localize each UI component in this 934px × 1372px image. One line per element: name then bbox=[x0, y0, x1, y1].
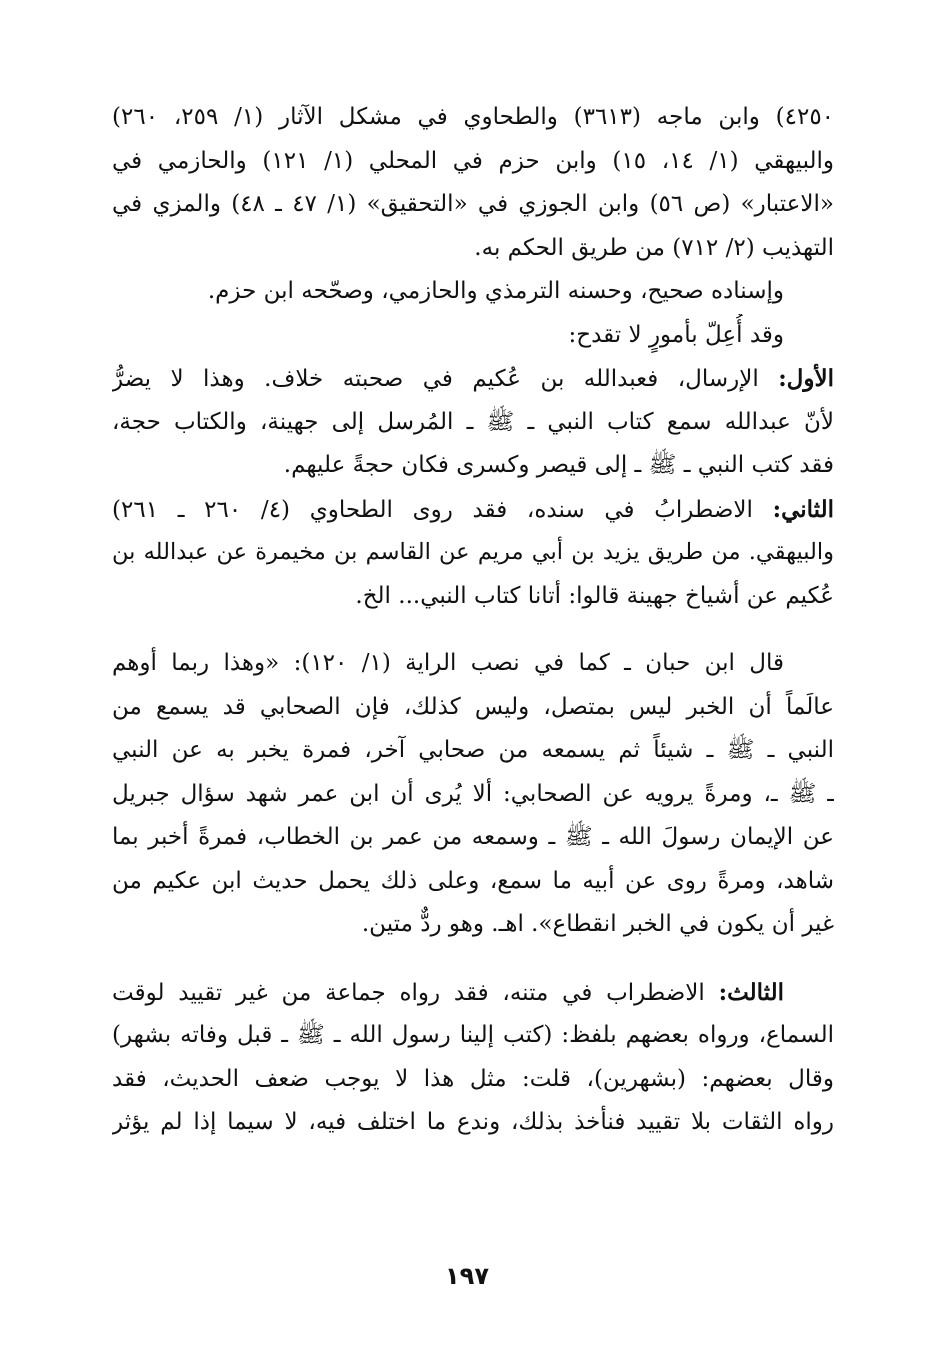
text-line: عالَماً أن الخبر ليس بمتصل، وليس كذلك، فإن الصحابي قد يسمع من bbox=[112, 693, 834, 720]
text-line: وإسناده صحيح، وحسنه الترمذي والحازمي، وصحّحه ابن حزم. bbox=[207, 278, 784, 304]
text-line: النبي ـ ﷺ ـ شيئاً ثم يسمعه من صحابي آخر، فمرة يخبر به عن النبي bbox=[112, 737, 834, 763]
text-line: وقال بعضهم: (بشهرين)، قلت: مثل هذا لا يوجب ضعف الحديث، فقد bbox=[112, 1065, 834, 1092]
second-objection-line bbox=[112, 488, 834, 532]
text-line: لأنّ عبدالله سمع كتاب النبي ـ ﷺ ـ المُرسل إلى جهينة، والكتاب حجة، bbox=[112, 408, 834, 435]
text-line: التهذيب (٢/ ٧١٢) من طريق الحكم به. bbox=[474, 234, 834, 261]
text-line: غير أن يكون في الخبر انقطاع». اهـ. وهو ردٌّ متين. bbox=[361, 911, 834, 937]
third-objection-line bbox=[112, 971, 834, 1015]
text-line: الاضطراب في متنه، فقد رواه جماعة من غير تقييد لوقت bbox=[112, 979, 705, 1006]
page-number: ١٩٧ bbox=[445, 1262, 489, 1290]
text-line: عن الإيمان رسولَ الله ـ ﷺ ـ وسمعه من عمر بن الخطاب، فمرةً أخبر بما bbox=[112, 824, 834, 850]
text-line: الاضطرابُ في سنده، فقد روى الطحاوي (٤/ ٢٦٠ ـ ٢٦١) bbox=[112, 496, 753, 523]
text-line: رواه الثقات بلا تقييد فنأخذ بذلك، وندع ما اختلف فيه، لا سيما إذا لم يؤثر bbox=[112, 1109, 834, 1135]
text-line: الإرسال، فعبدالله بن عُكيم في صحبته خلاف. وهذا لا يضرُّ bbox=[112, 366, 759, 392]
citation-paragraph bbox=[112, 96, 834, 618]
first-objection-line bbox=[112, 357, 834, 401]
ibn-hibban-quote bbox=[112, 642, 834, 947]
text-line: عُكيم عن أشياخ جهينة قالوا: أتانا كتاب النبي... الخ. bbox=[355, 582, 834, 609]
third-objection-paragraph bbox=[112, 971, 834, 1145]
text-line: فقد كتب النبي ـ ﷺ ـ إلى قيصر وكسرى فكان حجةً عليهم. bbox=[283, 452, 834, 478]
text-line: شاهد، ومرةً روى عن أبيه ما سمع، وعلى ذلك يحمل حديث ابن عكيم من bbox=[112, 867, 834, 894]
second-label: الثاني: bbox=[772, 495, 834, 523]
third-label: الثالث: bbox=[718, 978, 785, 1006]
text-line: السماع، ورواه بعضهم بلفظ: (كتب إلينا رسول الله ـ ﷺ ـ قبل وفاته بشهر) bbox=[112, 1022, 834, 1048]
text-line: ٤٢٥٠) وابن ماجه (٣٦١٣) والطحاوي في مشكل الآثار (١/ ٢٥٩، ٢٦٠) bbox=[112, 104, 834, 130]
text-line: والبيهقي. من طريق يزيد بن أبي مريم عن القاسم بن مخيمرة عن عبدالله بن bbox=[112, 539, 834, 565]
first-label: الأول: bbox=[778, 365, 834, 392]
text-line: والبيهقي (١/ ١٤، ١٥) وابن حزم في المحلي (١/ ١٢١) والحازمي في bbox=[112, 147, 834, 174]
text-line: وقد أُعِلّ بأمورٍ لا تقدح: bbox=[568, 321, 784, 348]
text-line: قال ابن حبان ـ كما في نصب الراية (١/ ١٢٠): «وهذا ربما أوهم bbox=[112, 650, 785, 676]
page-body bbox=[112, 96, 834, 1326]
text-line: ـ ﷺ ـ، ومرةً يرويه عن الصحابي: ألا يُرى أن ابن عمر شهد سؤال جبريل bbox=[112, 780, 834, 807]
text-line: «الاعتبار» (ص ٥٦) وابن الجوزي في «التحقيق» (١/ ٤٧ ـ ٤٨) والمزي في bbox=[112, 191, 834, 217]
